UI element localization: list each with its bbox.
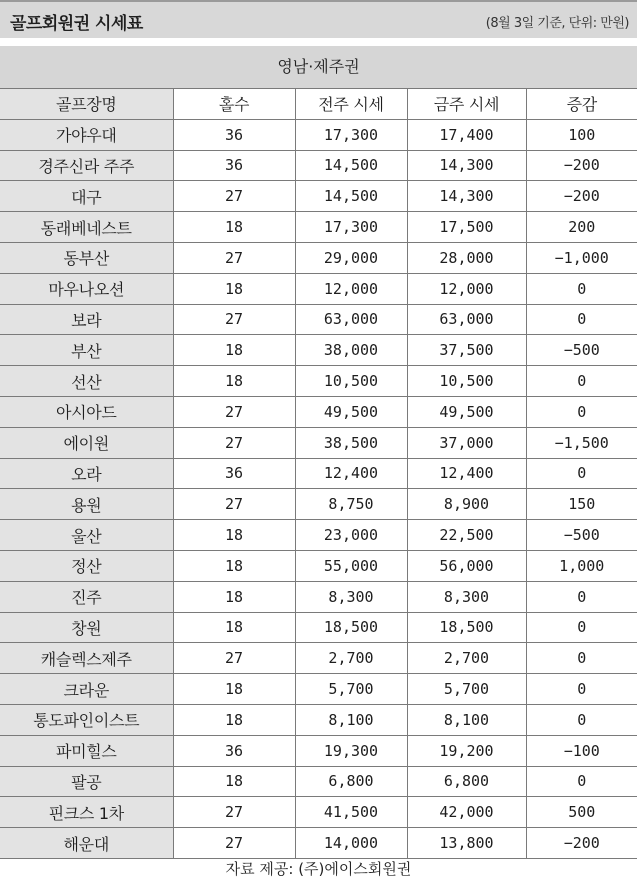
curr-price-cell: 49,500 [407, 396, 526, 427]
holes-cell: 18 [173, 366, 295, 397]
page-title: 골프회원권 시세표 [10, 14, 143, 34]
prev-price-cell: 12,400 [295, 458, 407, 489]
course-name-cell: 정산 [0, 550, 173, 581]
holes-cell: 36 [173, 150, 295, 181]
holes-cell: 27 [173, 181, 295, 212]
prev-price-cell: 14,500 [295, 181, 407, 212]
table-row [0, 335, 637, 366]
table-body [0, 119, 637, 858]
change-cell: −200 [526, 150, 637, 181]
change-cell: 150 [526, 489, 637, 520]
unit-note: (8월 3일 기준, 단위: 만원) [485, 16, 629, 31]
holes-cell: 27 [173, 242, 295, 273]
holes-cell: 18 [173, 766, 295, 797]
curr-price-cell: 8,300 [407, 581, 526, 612]
table-row [0, 766, 637, 797]
prev-price-cell: 41,500 [295, 797, 407, 828]
prev-price-cell: 29,000 [295, 242, 407, 273]
source-credit: 자료 제공: (주)에이스회원권 [225, 860, 412, 878]
prev-price-cell: 55,000 [295, 550, 407, 581]
curr-price-cell: 22,500 [407, 520, 526, 551]
course-name-cell: 마우나오션 [0, 273, 173, 304]
holes-cell: 18 [173, 612, 295, 643]
curr-price-cell: 10,500 [407, 366, 526, 397]
change-cell: −500 [526, 520, 637, 551]
curr-price-cell: 56,000 [407, 550, 526, 581]
table-row [0, 674, 637, 705]
holes-cell: 27 [173, 304, 295, 335]
course-name-cell: 용원 [0, 489, 173, 520]
holes-cell: 18 [173, 704, 295, 735]
curr-price-cell: 18,500 [407, 612, 526, 643]
curr-price-cell: 5,700 [407, 674, 526, 705]
curr-price-cell: 8,100 [407, 704, 526, 735]
curr-price-cell: 28,000 [407, 242, 526, 273]
curr-price-cell: 14,300 [407, 150, 526, 181]
course-name-cell: 캐슬렉스제주 [0, 643, 173, 674]
prev-price-cell: 5,700 [295, 674, 407, 705]
course-name-cell: 가야우대 [0, 119, 173, 150]
header-row [0, 89, 637, 120]
price-table [0, 88, 637, 859]
curr-price-cell: 14,300 [407, 181, 526, 212]
curr-price-cell: 12,400 [407, 458, 526, 489]
course-name-cell: 아시아드 [0, 396, 173, 427]
change-cell: 100 [526, 119, 637, 150]
column-header-prev-price: 전주 시세 [295, 89, 407, 120]
change-cell: −200 [526, 828, 637, 859]
holes-cell: 36 [173, 458, 295, 489]
course-name-cell: 진주 [0, 581, 173, 612]
change-cell: 0 [526, 612, 637, 643]
curr-price-cell: 13,800 [407, 828, 526, 859]
change-cell: −200 [526, 181, 637, 212]
holes-cell: 27 [173, 489, 295, 520]
prev-price-cell: 12,000 [295, 273, 407, 304]
table-row [0, 181, 637, 212]
table-row [0, 304, 637, 335]
change-cell: −100 [526, 735, 637, 766]
course-name-cell: 대구 [0, 181, 173, 212]
curr-price-cell: 12,000 [407, 273, 526, 304]
course-name-cell: 핀크스 1차 [0, 797, 173, 828]
curr-price-cell: 17,400 [407, 119, 526, 150]
course-name-cell: 오라 [0, 458, 173, 489]
table-row [0, 242, 637, 273]
prev-price-cell: 38,000 [295, 335, 407, 366]
course-name-cell: 창원 [0, 612, 173, 643]
region-header: 영남·제주권 [0, 46, 637, 88]
holes-cell: 18 [173, 550, 295, 581]
curr-price-cell: 8,900 [407, 489, 526, 520]
change-cell: 200 [526, 212, 637, 243]
table-row [0, 550, 637, 581]
course-name-cell: 에이원 [0, 427, 173, 458]
table-row [0, 704, 637, 735]
course-name-cell: 파미힐스 [0, 735, 173, 766]
prev-price-cell: 23,000 [295, 520, 407, 551]
table-row [0, 427, 637, 458]
column-header-holes: 홀수 [173, 89, 295, 120]
change-cell: 0 [526, 766, 637, 797]
prev-price-cell: 8,300 [295, 581, 407, 612]
table-row [0, 396, 637, 427]
prev-price-cell: 8,750 [295, 489, 407, 520]
table-row [0, 612, 637, 643]
course-name-cell: 동부산 [0, 242, 173, 273]
change-cell: 0 [526, 581, 637, 612]
holes-cell: 18 [173, 273, 295, 304]
prev-price-cell: 10,500 [295, 366, 407, 397]
prev-price-cell: 18,500 [295, 612, 407, 643]
change-cell: 1,000 [526, 550, 637, 581]
curr-price-cell: 63,000 [407, 304, 526, 335]
holes-cell: 36 [173, 119, 295, 150]
table-row [0, 489, 637, 520]
change-cell: 0 [526, 366, 637, 397]
prev-price-cell: 8,100 [295, 704, 407, 735]
table-row [0, 366, 637, 397]
prev-price-cell: 6,800 [295, 766, 407, 797]
curr-price-cell: 37,000 [407, 427, 526, 458]
holes-cell: 27 [173, 828, 295, 859]
change-cell: 0 [526, 643, 637, 674]
prev-price-cell: 14,000 [295, 828, 407, 859]
table-header [0, 89, 637, 120]
change-cell: 0 [526, 304, 637, 335]
course-name-cell: 팔공 [0, 766, 173, 797]
table-row [0, 735, 637, 766]
change-cell: 0 [526, 396, 637, 427]
course-name-cell: 경주신라 주주 [0, 150, 173, 181]
holes-cell: 18 [173, 212, 295, 243]
course-name-cell: 선산 [0, 366, 173, 397]
course-name-cell: 부산 [0, 335, 173, 366]
holes-cell: 18 [173, 674, 295, 705]
title-bar [0, 0, 637, 38]
table-row [0, 797, 637, 828]
prev-price-cell: 17,300 [295, 212, 407, 243]
prev-price-cell: 17,300 [295, 119, 407, 150]
column-header-name: 골프장명 [0, 89, 173, 120]
curr-price-cell: 37,500 [407, 335, 526, 366]
holes-cell: 36 [173, 735, 295, 766]
course-name-cell: 보라 [0, 304, 173, 335]
table-row [0, 828, 637, 859]
holes-cell: 18 [173, 581, 295, 612]
prev-price-cell: 2,700 [295, 643, 407, 674]
change-cell: 500 [526, 797, 637, 828]
change-cell: −500 [526, 335, 637, 366]
change-cell: 0 [526, 458, 637, 489]
holes-cell: 27 [173, 427, 295, 458]
course-name-cell: 크라운 [0, 674, 173, 705]
curr-price-cell: 6,800 [407, 766, 526, 797]
table-row [0, 520, 637, 551]
holes-cell: 27 [173, 643, 295, 674]
change-cell: 0 [526, 674, 637, 705]
prev-price-cell: 14,500 [295, 150, 407, 181]
course-name-cell: 통도파인이스트 [0, 704, 173, 735]
column-header-change: 증감 [526, 89, 637, 120]
change-cell: −1,500 [526, 427, 637, 458]
change-cell: −1,000 [526, 242, 637, 273]
table-row [0, 119, 637, 150]
change-cell: 0 [526, 273, 637, 304]
prev-price-cell: 63,000 [295, 304, 407, 335]
table-row [0, 273, 637, 304]
table-row [0, 150, 637, 181]
change-cell: 0 [526, 704, 637, 735]
holes-cell: 27 [173, 396, 295, 427]
holes-cell: 18 [173, 520, 295, 551]
curr-price-cell: 2,700 [407, 643, 526, 674]
table-row [0, 458, 637, 489]
table-row [0, 581, 637, 612]
course-name-cell: 해운대 [0, 828, 173, 859]
curr-price-cell: 42,000 [407, 797, 526, 828]
prev-price-cell: 49,500 [295, 396, 407, 427]
curr-price-cell: 17,500 [407, 212, 526, 243]
course-name-cell: 울산 [0, 520, 173, 551]
curr-price-cell: 19,200 [407, 735, 526, 766]
prev-price-cell: 19,300 [295, 735, 407, 766]
table-row [0, 212, 637, 243]
holes-cell: 27 [173, 797, 295, 828]
prev-price-cell: 38,500 [295, 427, 407, 458]
course-name-cell: 동래베네스트 [0, 212, 173, 243]
table-row [0, 643, 637, 674]
holes-cell: 18 [173, 335, 295, 366]
column-header-curr-price: 금주 시세 [407, 89, 526, 120]
